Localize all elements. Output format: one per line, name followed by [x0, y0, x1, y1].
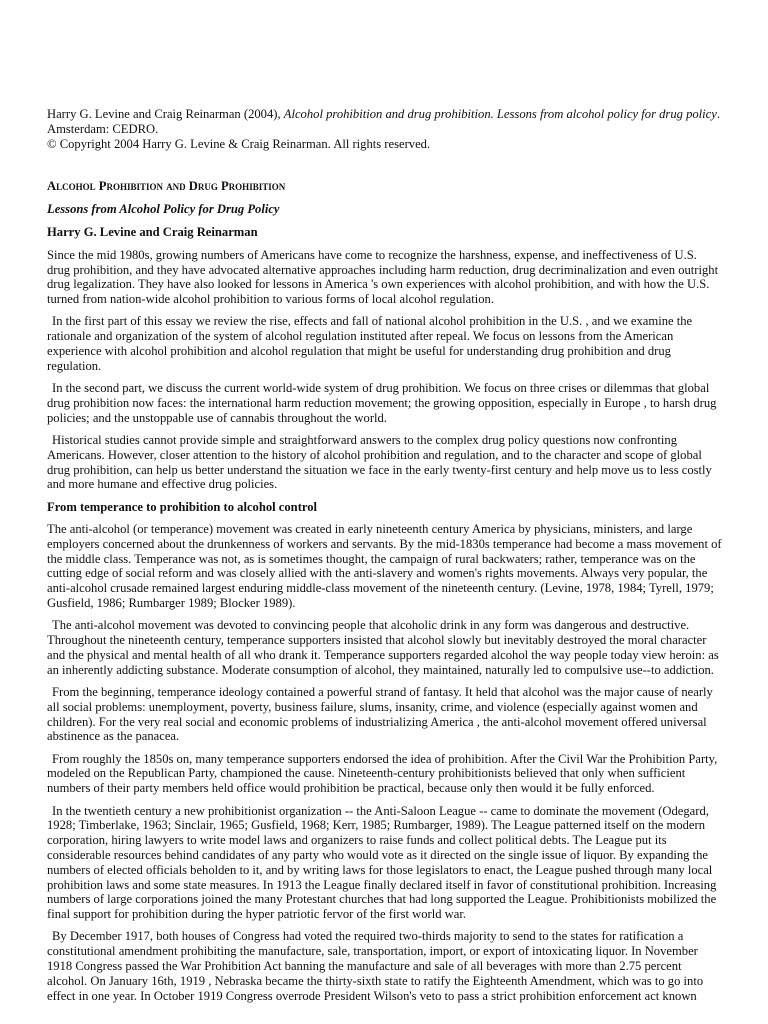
citation-publisher: . Amsterdam: CEDRO. — [47, 107, 720, 136]
citation-line — [47, 107, 723, 137]
intro-paragraph-1: Since the mid 1980s, growing numbers of Americans have come to recognize the harshness, expense, and ineffectiveness of U.S. drug prohibition, and they have advocated alternative approaches including harm reduction, drug decriminalization and even outright drug legalization. They have also looked for lessons in America 's own experiences with alcohol prohibition, and with how the U.S. turned from nation-wide alcohol prohibition to various forms of local alcohol regulation. — [47, 247, 719, 307]
copyright-line: © Copyright 2004 Harry G. Levine & Craig Reinarman. All rights reserved. — [47, 136, 431, 151]
section-paragraph-6: By December 1917, both houses of Congress had voted the required two-thirds majority to send to the states for ratification a constitutional amendment prohibiting the manufacture, sale, transportation, import, or export of intoxicating liquor. In November 1918 Congress passed the War Prohibition Act banning the manufacture and sale of all beverages with more than 2.75 percent alcohol. On January 16th, 1919 , Nebraska became the thirty-sixth state to ratify the Eighteenth Amendment, which was to go into effect in one year. In October 1919 Congress overrode President Wilson's veto to pass a strict prohibition enforcement act known — [47, 929, 704, 1003]
document-page — [47, 107, 723, 1011]
section-paragraph-5: In the twentieth century a new prohibitionist organization -- the Anti-Saloon League -- came to dominate the movement (Odegard, 1928; Timberlake, 1963; Sinclair, 1965; Gusfield, 1968; Kerr, 1985; Rumbarger, 1989). The League patterned itself on the modern corporation, hiring lawyers to write model laws and organizers to raise funds and collect political debts. The League put its considerable resources behind candidates of any party who would vote as it directed on the single issue of liquor. By expanding the numbers of elected officials beholden to it, and by writing laws for those legislators to enact, the League pushed through many local prohibition laws and some state measures. In 1913 the League finally declared itself in favor of constitutional prohibition. Increasing numbers of large corporations joined the many Protestant churches that had long supported the League. Prohibitionists mobilized the final support for prohibition during the hyper patriotic fervor of the first world war. — [47, 803, 717, 922]
section-paragraph-3: From the beginning, temperance ideology contained a powerful strand of fantasy. It held that alcohol was the major cause of nearly all social problems: unemployment, poverty, business failure, slums, insanity, crime, and violence (especially against women and children). For the very real social and economic problems of industrializing America , the anti-alcohol movement offered universal abstinence as the panacea. — [47, 685, 713, 744]
citation-block — [47, 107, 723, 151]
section-paragraph-4: From roughly the 1850s on, many temperance supporters endorsed the idea of prohibition. After the Civil War the Prohibition Party, modeled on the Republican Party, championed the cause. Nineteenth-century prohibitionists believed that only when sufficient numbers of their party members held office would prohibition be practical, because only then would it be fully enforced. — [47, 751, 718, 796]
section-paragraph-1: The anti-alcohol (or temperance) movement was created in early nineteenth century America by physicians, ministers, and large employers concerned about the drunkenness of workers and servants. By the mid-1830s temperance had become a mass movement of the middle class. Temperance was not, as is sometimes thought, the campaign of rural backwaters; rather, temperance was on the cutting edge of social reform and was closely allied with the anti-slavery and women's rights movements. Always very popular, the anti-alcohol crusade remained largest enduring middle-class movement of the nineteenth century. (Levine, 1978, 1984; Tyrell, 1979; Gusfield, 1986; Rumbarger 1989; Blocker 1989). — [47, 522, 722, 611]
citation-title: Alcohol prohibition and drug prohibition. Lessons from alcohol policy for drug policy — [283, 107, 717, 121]
section-paragraph-2: The anti-alcohol movement was devoted to convincing people that alcoholic drink in any form was dangerous and destructive. Throughout the nineteenth century, temperance supporters insisted that alcohol slowly but inevitably destroyed the moral character and the physical and mental health of all who drank it. Temperance supporters regarded alcohol the way people today view heroin: as an inherently addicting substance. Moderate consumption of alcohol, they maintained, naturally led to compulsive use--to addiction. — [47, 618, 719, 677]
citation-authors: Harry G. Levine and Craig Reinarman (2004), — [47, 107, 284, 121]
intro-paragraph-3: In the second part, we discuss the current world-wide system of drug prohibition. We focus on three crises or dilemmas that global drug prohibition now faces: the international harm reduction movement; the growing opposition, especially in Europe , to harsh drug policies; and the unstoppable use of cannabis throughout the world. — [47, 381, 717, 425]
document-authors: Harry G. Levine and Craig Reinarman — [47, 224, 258, 239]
intro-paragraph-4: Historical studies cannot provide simple and straightforward answers to the complex drug policy questions now confronting Americans. However, closer attention to the history of alcohol prohibition and regulation, and to the character and scope of global drug prohibition, can help us better understand the situation we face in the early twenty-first century and help move us to less costly and more humane and effective drug policies. — [47, 433, 712, 492]
intro-paragraph-2: In the first part of this essay we review the rise, effects and fall of national alcohol prohibition in the U.S. , and we examine the rationale and organization of the system of alcohol regulation instituted after repeal. We focus on lessons from the American experience with alcohol prohibition and alcohol regulation that might be useful for understanding drug prohibition and drug regulation. — [47, 314, 693, 373]
document-title: Alcohol Prohibition and Drug Prohibition — [47, 179, 286, 194]
section-heading: From temperance to prohibition to alcohol control — [47, 499, 318, 514]
document-subtitle: Lessons from Alcohol Policy for Drug Policy — [47, 202, 280, 217]
